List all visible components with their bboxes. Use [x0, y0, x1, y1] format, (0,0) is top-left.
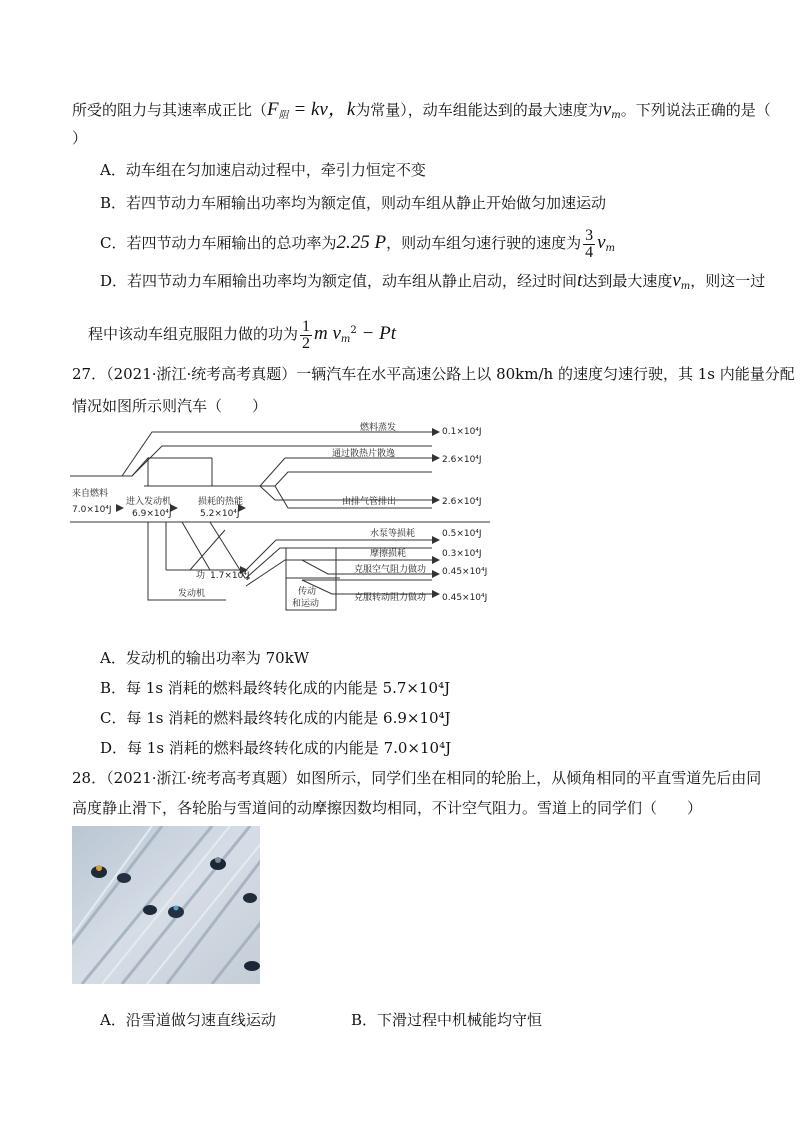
vmax-subscript: m	[680, 281, 691, 292]
fraction-three-quarters	[583, 228, 595, 261]
energy-flow-diagram	[70, 418, 490, 618]
engine-input-label: 进入发动机	[126, 497, 172, 507]
q27-option-d: D．每 1s 消耗的燃料最终转化成的内能是 7.0×10⁴J	[100, 739, 452, 757]
q28-option-b: B．下滑过程中机械能均守恒	[351, 1011, 543, 1029]
fraction-denominator: 4	[585, 243, 594, 261]
q28-stem-line2: 高度静止滑下，各轮胎与雪道间的动摩擦因数均相同，不计空气阻力。雪道上的同学们（ ）	[72, 799, 703, 817]
pump-loss-label: 水泵等损耗	[370, 529, 416, 539]
q27-option-b: B．每 1s 消耗的燃料最终转化成的内能是 5.7×10⁴J	[100, 679, 451, 697]
q26-option-b: B．若四节动力车厢输出功率均为额定值，则动车组从静止开始做匀加速运动	[100, 194, 607, 212]
pt-term: − Pt	[356, 323, 396, 344]
vmax-subscript: m	[611, 110, 621, 121]
q26-text: 。下列说法正确的是（	[620, 101, 771, 119]
drag-equation: = kv，k	[288, 99, 356, 120]
q26-close-paren: ）	[72, 129, 88, 147]
q26-option-c-text: C．若四节动力车厢输出的总功率为	[100, 234, 337, 252]
snow-tubing-photo	[72, 826, 260, 984]
q27-option-c: C．每 1s 消耗的燃料最终转化成的内能是 6.9×10⁴J	[100, 709, 451, 727]
vmax-subscript: m	[340, 334, 351, 345]
fraction-one-half	[300, 319, 312, 352]
engine-label: 发动机	[178, 589, 206, 599]
q26-option-d	[100, 271, 765, 297]
q26-option-a: A．动车组在匀加速启动过程中，牵引力恒定不变	[100, 161, 426, 179]
q26-text: 所受的阻力与其速率成正比（	[72, 101, 268, 119]
time-symbol: t	[577, 270, 583, 291]
engine-input-value: 6.9×10⁴J	[132, 509, 172, 519]
exhaust-label: 由排气管排出	[342, 497, 397, 507]
force-subscript: 阻	[278, 110, 289, 121]
q26-option-d-text: 达到最大速度	[582, 272, 673, 290]
q26-stem-line1	[72, 100, 771, 126]
heat-loss-label: 损耗的热能	[198, 497, 244, 507]
q26-option-d-text: ，则这一过	[690, 272, 766, 290]
q27-stem-line2: 情况如图所示则汽车（ ）	[72, 397, 268, 415]
fuel-label: 来自燃料	[72, 489, 109, 499]
friction-loss-value: 0.3×10⁴J	[442, 549, 482, 559]
q26-option-c	[100, 226, 615, 266]
fraction-numerator: 3	[585, 226, 594, 244]
work-label: 功	[196, 571, 206, 581]
pump-loss-value: 0.5×10⁴J	[442, 529, 482, 539]
q26-option-d-cont	[88, 314, 396, 357]
air-resistance-value: 0.45×10⁴J	[442, 567, 488, 577]
radiator-value: 2.6×10⁴J	[442, 455, 482, 465]
evaporation-label: 燃料蒸发	[360, 423, 397, 433]
work-value: 1.7×10⁴J	[210, 571, 250, 581]
transmission-label-2: 和运动	[292, 599, 320, 609]
heat-loss-value: 5.2×10⁴J	[200, 509, 240, 519]
q27-stem-line1: 27．（2021·浙江·统考高考真题）一辆汽车在水平高速公路上以 80km/h 的速度匀速行驶，其 1s 内能量分配	[72, 365, 795, 383]
mass-velocity: m v	[314, 323, 341, 344]
vmax-subscript: m	[605, 243, 616, 254]
vmax-symbol: v	[597, 232, 606, 253]
vmax-symbol: v	[602, 99, 612, 120]
q28-option-a: A．沿雪道做匀速直线运动	[100, 1011, 276, 1029]
force-symbol: F	[267, 99, 279, 120]
fraction-denominator: 2	[302, 334, 311, 352]
square-exponent: 2	[350, 325, 357, 336]
power-expression: 2.25 P	[336, 232, 387, 253]
friction-loss-label: 摩擦损耗	[370, 549, 407, 559]
fraction-numerator: 1	[302, 317, 311, 335]
transmission-label: 传动	[298, 587, 317, 597]
rolling-resistance-label: 克服转动阻力做功	[354, 593, 427, 603]
q28-stem-line1: 28．（2021·浙江·统考高考真题）如图所示，同学们坐在相同的轮胎上，从倾角相同的平直雪道先后由同	[72, 769, 762, 787]
q26-text: 为常量），动车组能达到的最大速度为	[355, 101, 603, 119]
air-resistance-label: 克服空气阻力做功	[354, 565, 427, 575]
fuel-value: 7.0×10⁴J	[72, 505, 112, 515]
radiator-label: 通过散热片散逸	[332, 449, 396, 459]
q27-option-a: A．发动机的输出功率为 70kW	[100, 649, 310, 667]
vmax-symbol: v	[672, 270, 681, 291]
rolling-resistance-value: 0.45×10⁴J	[442, 593, 488, 603]
exhaust-value: 2.6×10⁴J	[442, 497, 482, 507]
q26-option-d-text: D．若四节动力车厢输出功率均为额定值，动车组从静止启动，经过时间	[100, 272, 578, 290]
q26-option-d-text: 程中该动车组克服阻力做的功为	[88, 325, 299, 343]
q26-option-c-text: ，则动车组匀速行驶的速度为	[386, 234, 582, 252]
evaporation-value: 0.1×10⁴J	[442, 427, 482, 437]
